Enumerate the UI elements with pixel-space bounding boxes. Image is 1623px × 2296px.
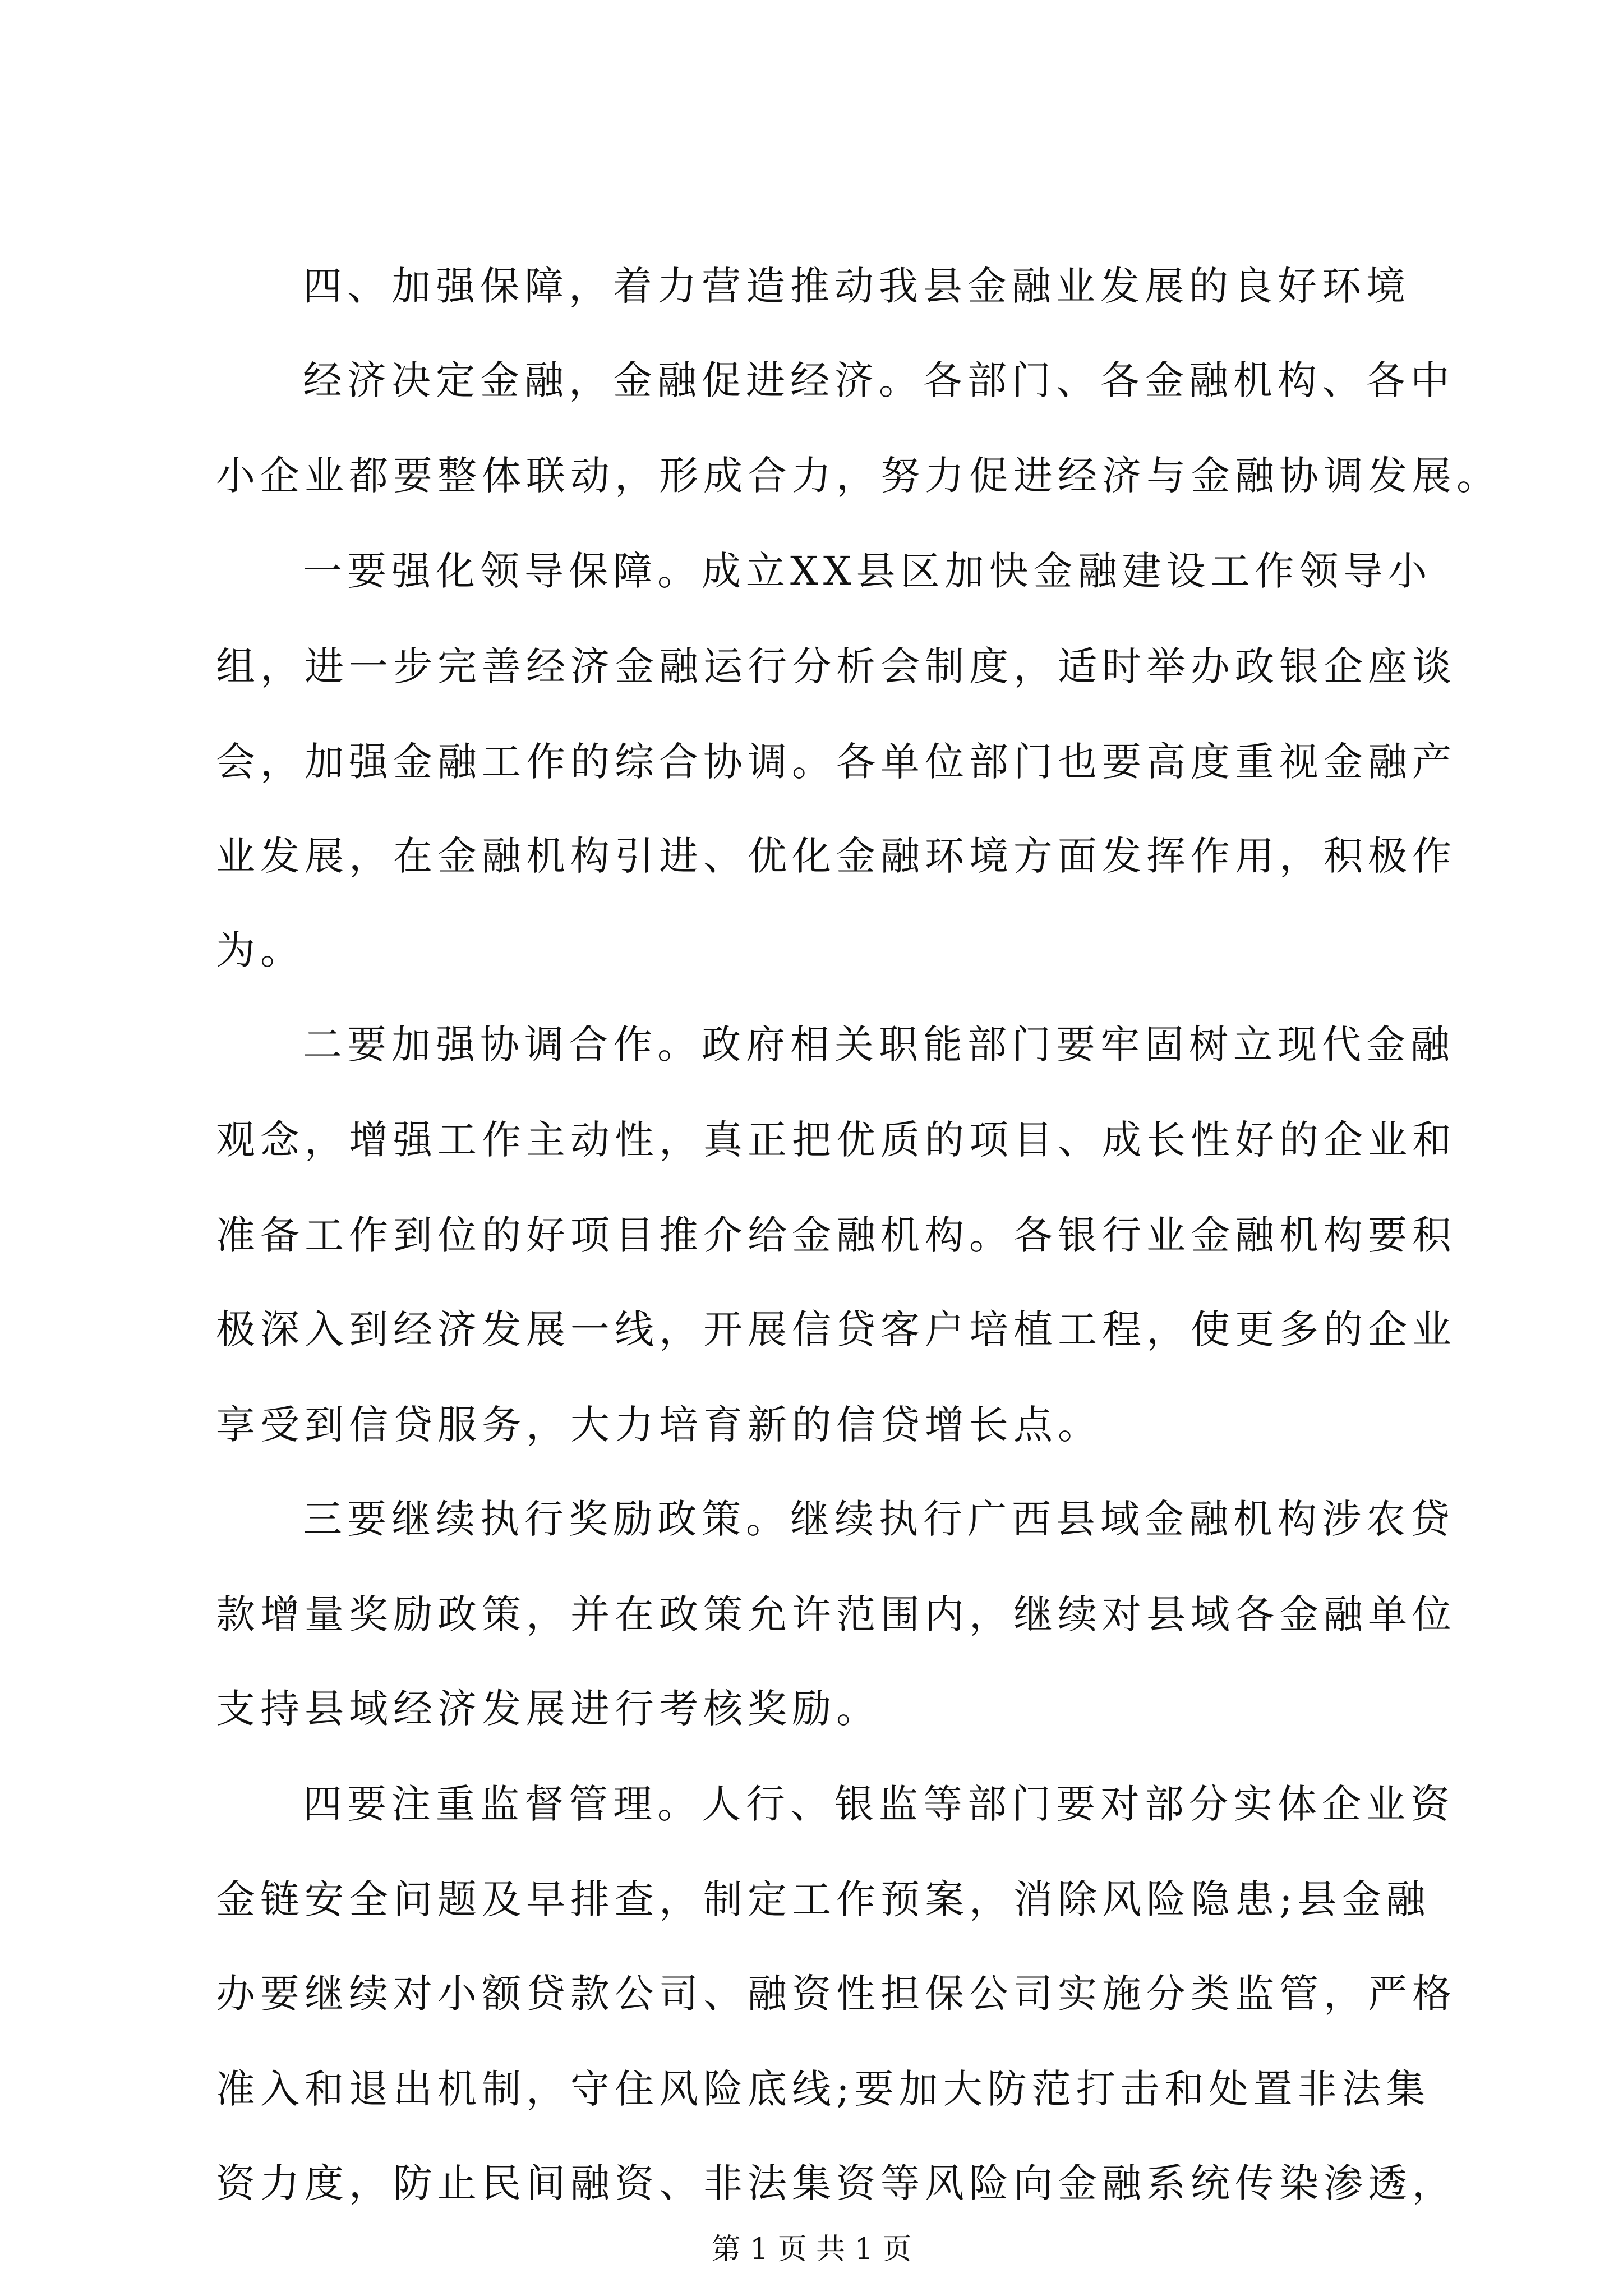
section-heading: 四、加强保障，着力营造推动我县金融业发展的良好环境 <box>303 263 1410 309</box>
page-number-footer: 第 1 页 共 1 页 <box>711 2233 912 2266</box>
paragraph-line: 资力度，防止民间融资、非法集资等风险向金融系统传染渗透， <box>216 2160 1456 2206</box>
paragraph-line: 金链安全问题及早排查，制定工作预案，消除风险隐患;县金融 <box>216 1876 1431 1922</box>
paragraph-line: 享受到信贷服务，大力培育新的信贷增长点。 <box>216 1402 1102 1448</box>
paragraph-line: 款增量奖励政策，并在政策允许范围内，继续对县域各金融单位 <box>216 1591 1456 1637</box>
paragraph-line: 极深入到经济发展一线，开展信贷客户培植工程，使更多的企业 <box>216 1306 1456 1352</box>
paragraph-line: 支持县域经济发展进行考核奖励。 <box>216 1686 880 1732</box>
paragraph-line: 四要注重监督管理。人行、银监等部门要对部分实体企业资 <box>303 1781 1455 1827</box>
paragraph-line: 办要继续对小额贷款公司、融资性担保公司实施分类监管，严格 <box>216 1971 1456 2017</box>
paragraph-line: 准入和退出机制，守住风险底线;要加大防范打击和处置非法集 <box>216 2066 1431 2112</box>
paragraph-line: 业发展，在金融机构引进、优化金融环境方面发挥作用，积极作 <box>216 833 1456 879</box>
paragraph-line: 一要强化领导保障。成立XX县区加快金融建设工作领导小 <box>303 548 1432 594</box>
paragraph-line: 为。 <box>216 927 305 973</box>
paragraph-line: 三要继续执行奖励政策。继续执行广西县域金融机构涉农贷 <box>303 1496 1455 1542</box>
paragraph-line: 准备工作到位的好项目推介给金融机构。各银行业金融机构要积 <box>216 1212 1456 1258</box>
paragraph-line: 观念，增强工作主动性，真正把优质的项目、成长性好的企业和 <box>216 1117 1456 1163</box>
paragraph-line: 二要加强协调合作。政府相关职能部门要牢固树立现代金融 <box>303 1022 1455 1068</box>
paragraph-line: 会，加强金融工作的综合协调。各单位部门也要高度重视金融产 <box>216 739 1456 785</box>
paragraph-line: 小企业都要整体联动，形成合力，努力促进经济与金融协调发展。 <box>216 453 1501 499</box>
paragraph-line: 组，进一步完善经济金融运行分析会制度，适时举办政银企座谈 <box>216 643 1456 689</box>
paragraph-line: 经济决定金融，金融促进经济。各部门、各金融机构、各中 <box>303 357 1455 403</box>
